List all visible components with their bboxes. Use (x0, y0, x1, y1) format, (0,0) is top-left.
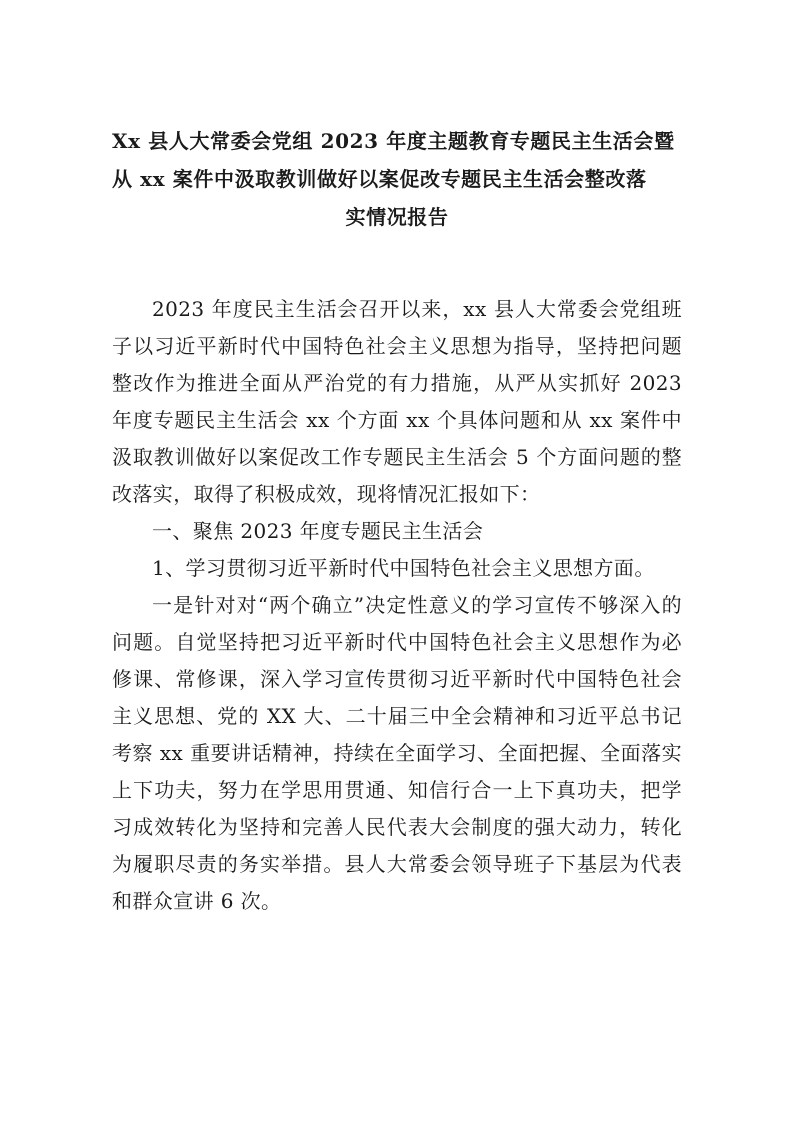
section-heading: 一、聚焦 2023 年度专题民主生活会 (152, 519, 484, 543)
title-line-1: Xx 县人大常委会党组 2023 年度主题教育专题民主生活会暨 (112, 129, 675, 153)
title-line-2: 从 xx 案件中汲取教训做好以案促改专题民主生活会整改落 (112, 167, 647, 191)
subsection-heading: 1、学习贯彻习近平新时代中国特色社会主义思想方面。 (152, 556, 655, 580)
intro-paragraph: 2023 年度民主生活会召开以来，xx 县人大常委会党组班子以习近平新时代中国特色社会主义思想为指导，坚持把问题整改作为推进全面从严治党的有力措施，从严从实抓好 2023 年度专题民主生活会 xx 个方面 xx 个具体问题和从 xx 案件中汲取教训做好以案促改工作专题民主生活会 5 个方面问题的整改落实，取得了积极成效，现将情况汇报如下： (112, 297, 682, 506)
item-paragraph: 一是针对对“两个确立”决定性意义的学习宣传不够深入的问题。自觉坚持把习近平新时代中国特色社会主义思想作为必修课、常修课，深入学习宣传贯彻习近平新时代中国特色社会主义思想、党的 XX 大、二十届三中全会精神和习近平总书记考察 xx 重要讲话精神，持续在全面学习、全面把握、全面落实上下功夫，努力在学思用贯通、知信行合一上下真功夫，把学习成效转化为坚持和完善人民代表大会制度的强大动力，转化为履职尽责的务实举措。县人大常委会领导班子下基层为代表和群众宣讲 6 次。 (112, 593, 682, 913)
document-body (112, 291, 682, 920)
title-line-3: 实情况报告 (345, 205, 449, 229)
document-title (112, 122, 682, 236)
